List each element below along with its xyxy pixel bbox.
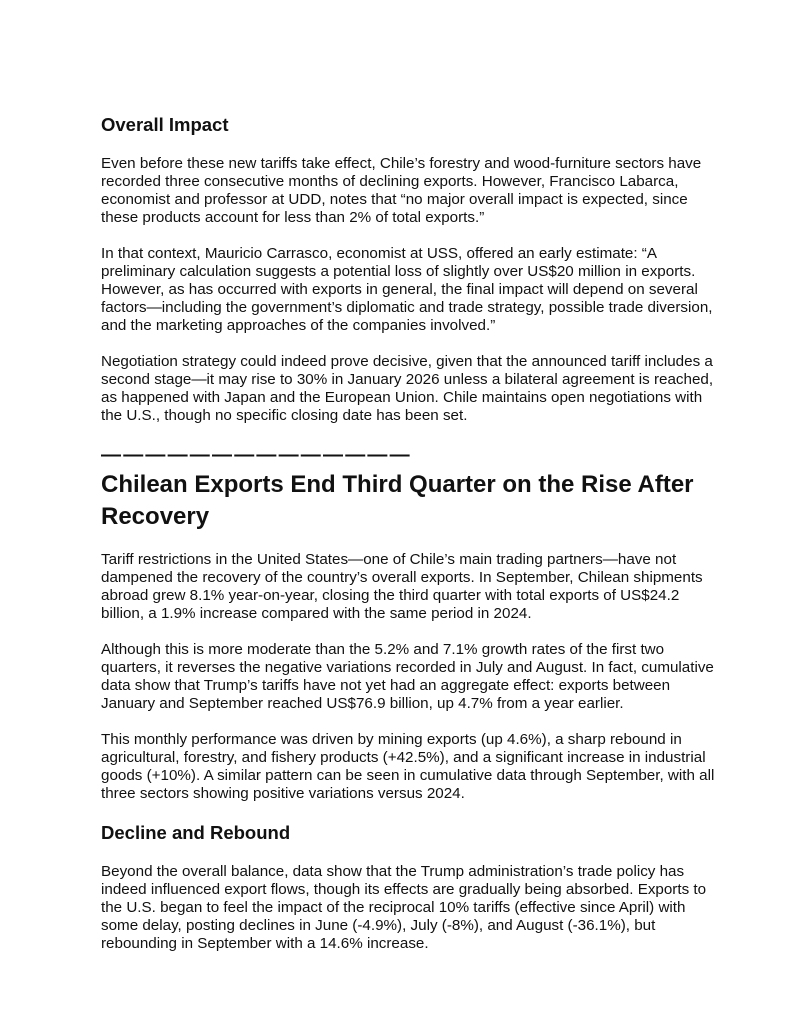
paragraph: Although this is more moderate than the 5.2% and 7.1% growth rates of the first two quarters, it reverses the negative variations recorded in July and August. In fact, cumulative data show that Trump’s tariffs have not yet had an aggregate effect: exports between January and September reached US$76.9 billion, up 4.7% from a year earlier. (101, 641, 714, 712)
paragraph: In that context, Mauricio Carrasco, economist at USS, offered an early estimate: “A preliminary calculation suggests a potential loss of slightly over US$20 million in exports. However, as has occurred with exports in general, the final impact will depend on several factors—including the government’s diplomatic and trade strategy, possible trade diversion, and the marketing approaches of the companies involved.” (101, 245, 713, 334)
article-title: Chilean Exports End Third Quarter on the Rise After Recovery (101, 471, 694, 530)
paragraph: Tariff restrictions in the United States—one of Chile’s main trading partners—have not dampened the recovery of the country’s overall exports. In September, Chilean shipments abroad grew 8.1% year-on-year, closing the third quarter with total exports of US$24.2 billion, a 1.9% increase compared with the same period in 2024. (101, 551, 703, 622)
paragraph: Negotiation strategy could indeed prove decisive, given that the announced tariff includes a second stage—it may rise to 30% in January 2026 unless a bilateral agreement is reached, as happened with Japan and the European Union. Chile maintains open negotiations with the U.S., though no specific closing date has been set. (101, 353, 714, 424)
paragraph: This monthly performance was driven by mining exports (up 4.6%), a sharp rebound in agricultural, forestry, and fishery products (+42.5%), and a significant increase in industrial goods (+10%). A similar pattern can be seen in cumulative data through September, with all three sectors showing positive variations versus 2024. (101, 731, 715, 802)
paragraph: Even before these new tariffs take effect, Chile’s forestry and wood-furniture sectors have recorded three consecutive months of declining exports. However, Francisco Labarca, economist and professor at UDD, notes that “no major overall impact is expected, since these products account for less than 2% of total exports.” (101, 155, 702, 226)
section-divider: —————————————— (101, 444, 412, 466)
section-heading-decline-and-rebound: Decline and Rebound (101, 822, 291, 843)
document-page (101, 113, 721, 971)
section-heading-overall-impact: Overall Impact (101, 114, 229, 135)
paragraph: Beyond the overall balance, data show that the Trump administration’s trade policy has indeed influenced export flows, though its effects are gradually being absorbed. Exports to the U.S. began to feel the impact of the reciprocal 10% tariffs (effective since April) with some delay, posting declines in June (-4.9%), July (-8%), and August (-36.1%), but rebounding in September with a 14.6% increase. (101, 863, 707, 952)
